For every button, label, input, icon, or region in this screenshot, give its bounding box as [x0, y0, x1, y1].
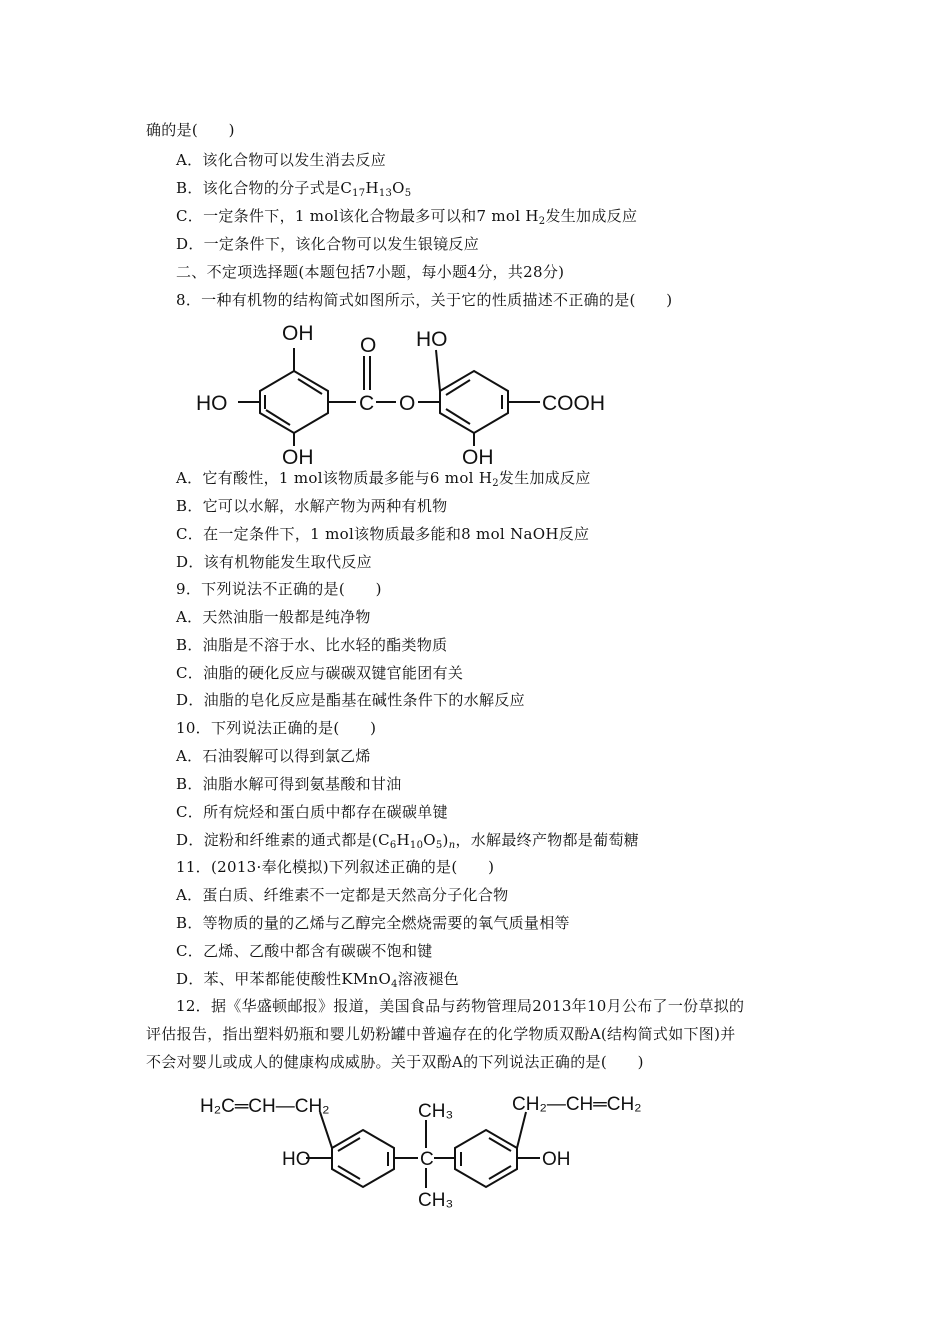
q7-option-b: B．该化合物的分子式是$C_{17}H_{13}O_5$ [176, 179, 412, 199]
q7-option-c: C．一定条件下，1 mol该化合物最多可以和7 mol $H_2$发生加成反应 [176, 207, 638, 227]
q8-option-b: B．它可以水解，水解产物为两种有机物 [176, 497, 448, 515]
q9-option-d: D．油脂的皂化反应是酯基在碱性条件下的水解反应 [176, 691, 525, 709]
q12-label-ho: HO [282, 1149, 311, 1170]
q8-left-ring [260, 371, 328, 433]
q8-label-ho-top-right: HO [416, 328, 448, 351]
q8-right-ring [440, 371, 508, 433]
q12-label-oh: OH [542, 1149, 571, 1170]
q8-structure [190, 318, 620, 468]
q8-option-a: A．它有酸性，1 mol该物质最多能与6 mol $H_2$发生加成反应 [176, 469, 591, 489]
q12-bond-left-chain [320, 1112, 332, 1148]
q11-stem: 11．(2013·奉化模拟)下列叙述正确的是( ) [176, 858, 495, 876]
q10-stem: 10．下列说法正确的是( ) [176, 719, 377, 737]
q9-option-a: A．天然油脂一般都是纯净物 [176, 608, 371, 626]
q10-option-a: A．石油裂解可以得到氯乙烯 [176, 747, 371, 765]
q12-right-ring-double-bond [489, 1138, 511, 1151]
q8-label-ester-o: O [399, 392, 416, 415]
q12-label-ch3-bottom: CH₃ [418, 1190, 454, 1211]
q8-option-c: C．在一定条件下，1 mol该物质最多能和8 mol NaOH反应 [176, 525, 590, 543]
q8-label-ho-left: HO [196, 392, 228, 415]
q8-label-oh-top-left: OH [282, 322, 314, 345]
q8-label-carbonyl-c: C [359, 392, 375, 415]
section-2-heading: 二、不定项选择题(本题包括7小题，每小题4分，共28分) [176, 263, 565, 281]
q12-left-ring-double-bond [338, 1138, 360, 1151]
q10-option-d: D．淀粉和纤维素的通式都是$(C_6H_{10}O_5)_n$，水解最终产物都是葡萄糖 [176, 831, 640, 851]
q10-option-b: B．油脂水解可得到氨基酸和甘油 [176, 775, 402, 793]
q9-stem: 9．下列说法不正确的是( ) [176, 580, 382, 598]
q8-option-d: D．该有机物能发生取代反应 [176, 553, 372, 571]
q12-bond-right-chain [517, 1112, 526, 1148]
q12-stem-line-3: 不会对婴儿或成人的健康构成威胁。关于双酚A的下列说法正确的是( ) [146, 1053, 644, 1071]
q10-option-c: C．所有烷烃和蛋白质中都存在碳碳单键 [176, 803, 448, 821]
q12-right-ring [455, 1130, 517, 1187]
q11-option-b: B．等物质的量的乙烯与乙醇完全燃烧需要的氧气质量相等 [176, 914, 570, 932]
q12-label-center-c: C [420, 1149, 434, 1170]
q8-label-carbonyl-o: O [360, 334, 377, 357]
q7-option-d: D．一定条件下，该化合物可以发生银镜反应 [176, 235, 480, 253]
q11-option-d: D．苯、甲苯都能使酸性KMnO$_4$溶液褪色 [176, 970, 459, 990]
q12-stem-line-1: 12．据《华盛顿邮报》报道，美国食品与药物管理局2013年10月公布了一份草拟的 [176, 997, 745, 1015]
q12-stem-line-2: 评估报告，指出塑料奶瓶和婴儿奶粉罐中普遍存在的化学物质双酚A(结构简式如下图)并 [146, 1025, 736, 1043]
q9-option-c: C．油脂的硬化反应与碳碳双键官能团有关 [176, 664, 464, 682]
q12-structure [196, 1090, 666, 1215]
q12-label-left-chain: H₂C═CH—CH₂ [200, 1096, 330, 1117]
q12-right-ring-double-bond [489, 1166, 511, 1179]
q8-label-oh-bottom-left: OH [282, 446, 314, 469]
q9-option-b: B．油脂是不溶于水、比水轻的酯类物质 [176, 636, 448, 654]
q11-option-c: C．乙烯、乙酸中都含有碳碳不饱和键 [176, 942, 433, 960]
q8-label-oh-bottom-right: OH [462, 446, 494, 469]
q8-bond-ho-top-right [436, 350, 440, 391]
q12-label-ch3-top: CH₃ [418, 1101, 454, 1122]
q7-option-a: A．该化合物可以发生消去反应 [176, 151, 387, 169]
q11-option-a: A．蛋白质、纤维素不一定都是天然高分子化合物 [176, 886, 509, 904]
q8-right-ring-double-bond [446, 409, 470, 424]
q8-label-cooh: COOH [542, 392, 605, 415]
q12-label-right-chain: CH₂—CH═CH₂ [512, 1094, 642, 1115]
q8-right-ring-double-bond [446, 380, 470, 395]
q12-left-ring [332, 1130, 394, 1187]
q8-stem: 8．一种有机物的结构简式如图所示，关于它的性质描述不正确的是( ) [176, 291, 673, 309]
q12-left-ring-double-bond [338, 1166, 360, 1179]
q7-stem-end: 确的是( ) [146, 121, 235, 139]
